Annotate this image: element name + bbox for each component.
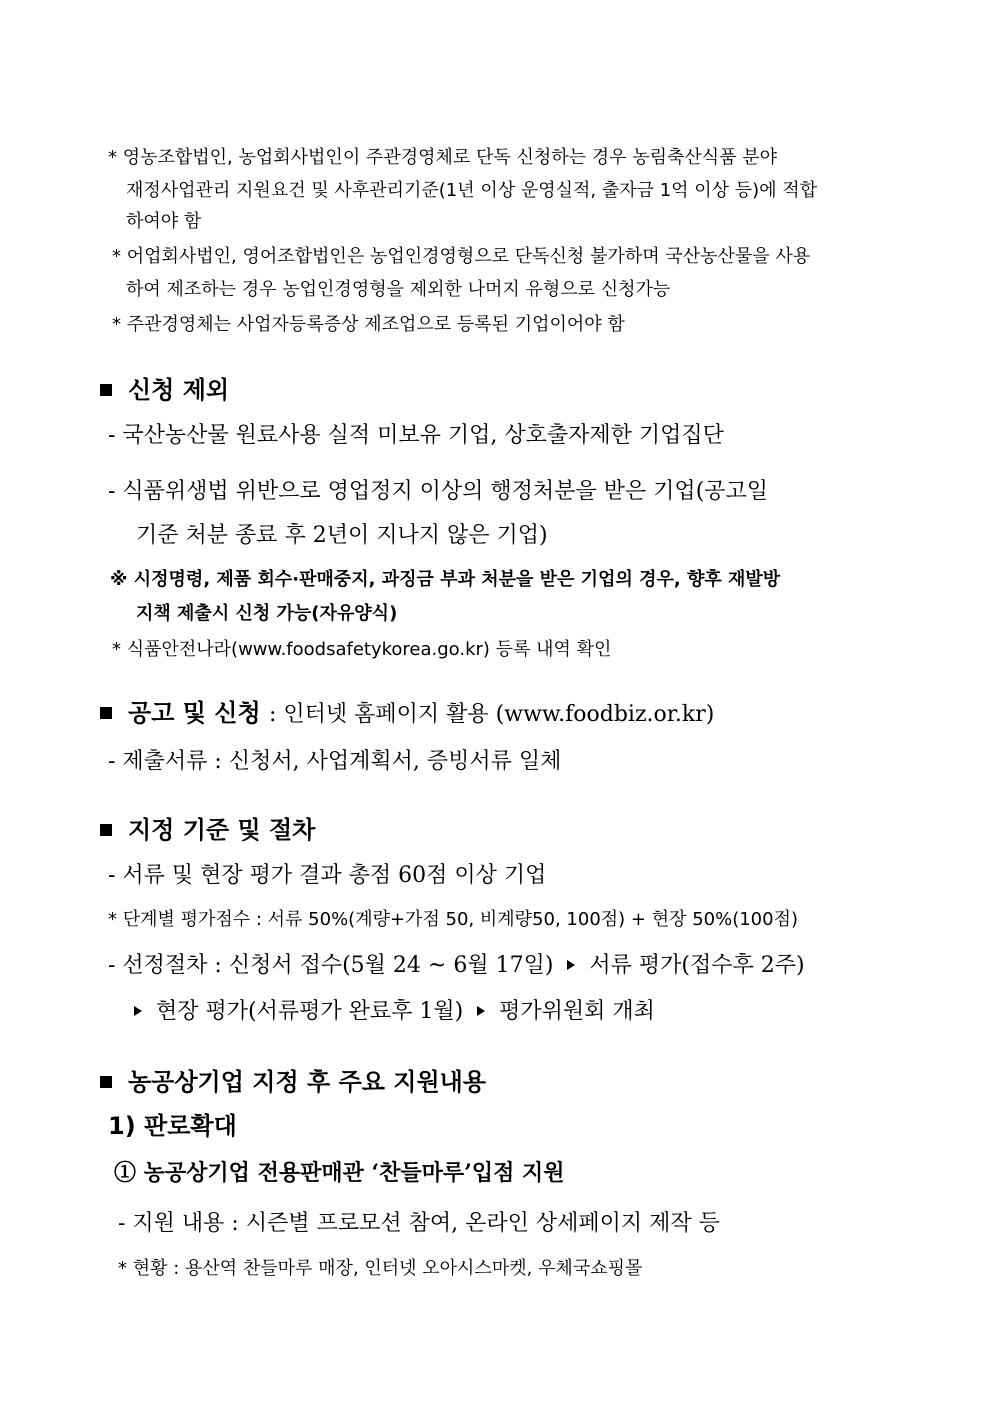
- section-criteria-heading: [100, 810, 315, 845]
- exclusion-item-1: - 국산농산물 원료사용 실적 미보유 기업, 상호출자제한 기업집단: [108, 423, 724, 448]
- procedure-step-document-eval: 서류 평가(접수후 2주): [589, 953, 805, 978]
- section-announcement-detail: : 인터넷 홈페이지 활용 (www.foodbiz.or.kr): [269, 702, 715, 727]
- announcement-item-1: - 제출서류 : 신청서, 사업계획서, 증빙서류 일체: [108, 749, 562, 774]
- note-qualification-line2: 재정사업관리 지원요건 및 사후관리기준(1년 이상 운영실적, 출자금 1억 이상 등)에 적합: [126, 180, 818, 201]
- procedure-step-site-eval: 현장 평가(서류평가 완료후 1월): [156, 999, 464, 1024]
- section-announcement-title: 공고 및 신청: [128, 699, 261, 727]
- square-bullet-icon: [100, 1076, 112, 1088]
- section-exclusion-title: 신청 제외: [128, 376, 230, 404]
- procedure-step-apply: - 선정절차 : 신청서 접수(5월 24 ~ 6월 17일): [108, 953, 554, 978]
- procedure-step-committee: 평가위원회 개최: [499, 999, 655, 1024]
- criteria-note-1: * 단계별 평가점수 : 서류 50%(계량+가점 50, 비계량50, 100점) + 현장 50%(100점): [108, 909, 798, 930]
- note-fishery-line1: * 어업회사법인, 영어조합법인은 농업인경영형으로 단독신청 불가하며 국산농산물을 사용: [112, 246, 811, 267]
- support-sub-item-heading: ① 농공상기업 전용판매관 ‘찬들마루’입점 지원: [114, 1160, 565, 1186]
- support-note-1: * 현황 : 용산역 찬들마루 매장, 인터넷 오아시스마켓, 우체국쇼핑몰: [118, 1258, 643, 1279]
- triangle-right-icon: [477, 1006, 485, 1016]
- exclusion-note-2: * 식품안전나라(www.foodsafetykorea.go.kr) 등록 내역 확인: [112, 639, 612, 660]
- square-bullet-icon: [100, 824, 112, 836]
- note-fishery-line2: 하여 제조하는 경우 농업인경영형을 제외한 나머지 유형으로 신청가능: [126, 279, 671, 300]
- square-bullet-icon: [100, 384, 112, 396]
- criteria-procedure-line2: [130, 994, 655, 1025]
- support-sub-heading: 1) 판로확대: [108, 1112, 237, 1140]
- section-support-heading: [100, 1062, 486, 1097]
- support-item-1: - 지원 내용 : 시즌별 프로모션 참여, 온라인 상세페이지 제작 등: [118, 1211, 720, 1236]
- criteria-procedure-line1: [108, 948, 805, 979]
- section-exclusion-heading: [100, 370, 229, 405]
- exclusion-note-1-line2: 지책 제출시 신청 가능(자유양식): [136, 603, 398, 624]
- section-announcement-heading: [100, 693, 714, 728]
- section-support-title: 농공상기업 지정 후 주요 지원내용: [128, 1068, 486, 1096]
- exclusion-note-1-line1: ※ 시정명령, 제품 회수·판매중지, 과징금 부과 처분을 받은 기업의 경우, 향후 재발방: [110, 569, 781, 590]
- triangle-right-icon: [567, 960, 575, 970]
- square-bullet-icon: [100, 707, 112, 719]
- criteria-item-1: - 서류 및 현장 평가 결과 총점 60점 이상 기업: [108, 863, 547, 888]
- section-criteria-title: 지정 기준 및 절차: [128, 816, 316, 844]
- exclusion-item-2-line2: 기준 처분 종료 후 2년이 지나지 않은 기업): [136, 523, 548, 548]
- note-manufacturing: * 주관경영체는 사업자등록증상 제조업으로 등록된 기업이어야 함: [112, 314, 625, 335]
- note-qualification-line1: * 영농조합법인, 농업회사법인이 주관경영체로 단독 신청하는 경우 농림축산식품 분야: [108, 147, 778, 168]
- triangle-right-icon: [134, 1006, 142, 1016]
- note-qualification-line3: 하여야 함: [126, 211, 202, 232]
- exclusion-item-2-line1: - 식품위생법 위반으로 영업정지 이상의 행정처분을 받은 기업(공고일: [108, 479, 769, 504]
